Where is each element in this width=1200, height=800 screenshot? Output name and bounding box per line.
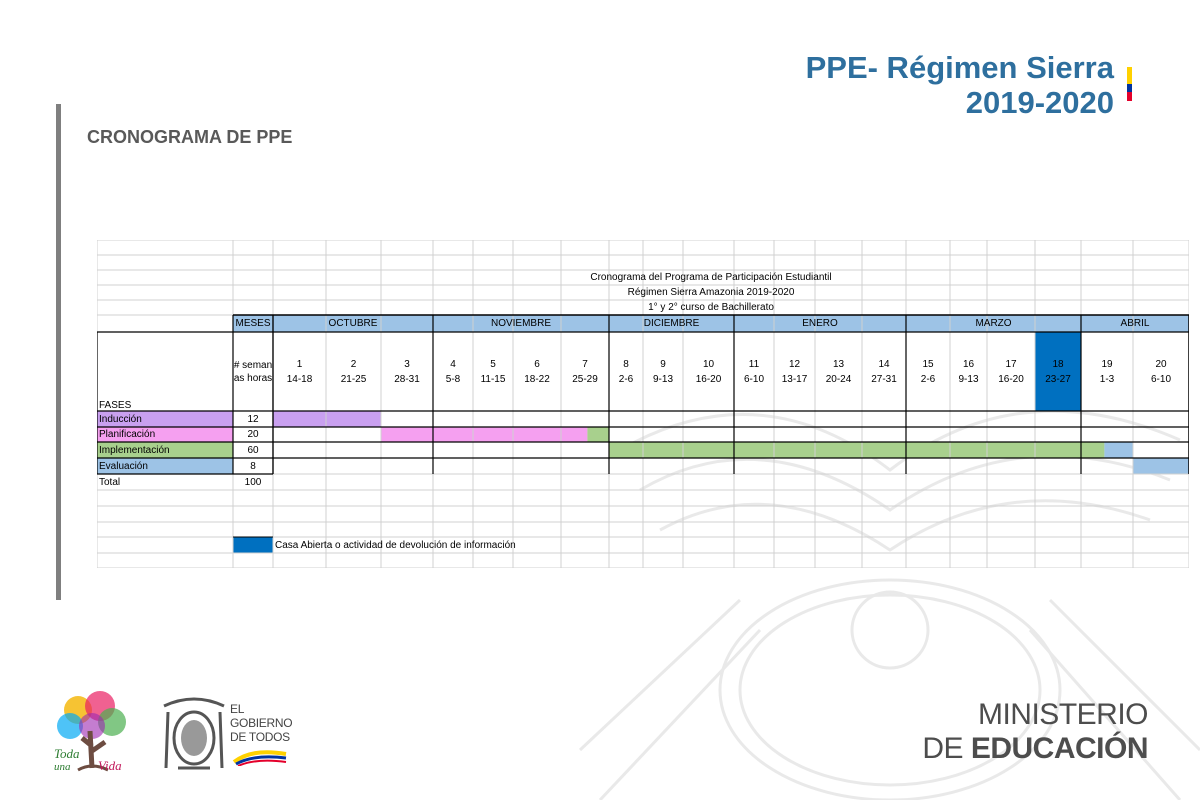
month-header: ENERO	[802, 318, 838, 329]
phase-hours: 12	[247, 413, 259, 425]
week-number: 2	[350, 358, 357, 370]
una-text: una	[54, 761, 71, 773]
week-number: 5	[490, 358, 496, 370]
gobierno-text	[230, 702, 292, 744]
week-dates: 16-20	[998, 373, 1024, 385]
week-header	[774, 332, 815, 411]
title-line-2: 2019-2020	[965, 85, 1114, 120]
week-header	[473, 332, 513, 411]
week-header	[815, 332, 862, 411]
week-number: 12	[788, 358, 801, 370]
schedule-spreadsheet	[97, 240, 1189, 568]
fases-header: FASES	[99, 400, 132, 411]
footer-logos	[0, 680, 1200, 800]
phase-hours: 60	[247, 444, 259, 456]
week-header	[987, 332, 1035, 411]
week-header	[326, 332, 381, 411]
week-number: 9	[660, 358, 666, 370]
week-header	[381, 332, 433, 411]
week-number: 1	[296, 358, 303, 370]
week-header	[1035, 332, 1081, 411]
week-number: 20	[1155, 358, 1167, 370]
gob-line-1: EL	[230, 702, 245, 716]
week-dates: 13-17	[781, 373, 808, 385]
sheet-title-3: 1° y 2° curso de Bachillerato	[648, 302, 774, 313]
sheet-title-2: Régimen Sierra Amazonia 2019-2020	[627, 287, 795, 298]
toda-text: Toda	[54, 746, 80, 761]
week-header	[609, 332, 643, 411]
week-dates: 9-13	[958, 373, 979, 385]
government-shield-icon	[158, 692, 230, 774]
toda-una-vida-logo	[50, 686, 135, 776]
week-header	[1133, 332, 1189, 411]
week-dates: 27-31	[871, 373, 897, 385]
week-dates: 14-18	[286, 373, 313, 385]
week-number: 14	[878, 358, 890, 370]
week-number: 11	[748, 358, 760, 370]
phase-name: Planificación	[99, 429, 156, 440]
week-dates: 2-6	[920, 373, 936, 385]
phase-name: Evaluación	[99, 460, 148, 472]
week-number: 8	[623, 358, 629, 370]
week-header	[862, 332, 906, 411]
page-title	[806, 50, 1114, 120]
phase-name: Implementación	[99, 444, 170, 456]
title-line-1: PPE- Régimen Sierra	[805, 50, 1114, 85]
week-dates: 9-13	[652, 373, 673, 385]
ministerio-line-1: MINISTERIO	[977, 698, 1148, 731]
week-number: 15	[922, 358, 934, 370]
gantt-bar	[273, 411, 381, 427]
legend-swatch	[233, 537, 273, 553]
ministerio-educacion: EDUCACIÓN	[970, 732, 1148, 765]
gob-line-2: GOBIERNO	[230, 716, 293, 730]
week-header	[561, 332, 609, 411]
month-header: OCTUBRE	[328, 318, 378, 329]
week-dates: 5-8	[445, 373, 461, 385]
week-number: 17	[1005, 358, 1017, 370]
ministerio-logo	[922, 698, 1148, 766]
week-dates: 6-10	[1150, 373, 1171, 385]
week-dates: 6-10	[743, 373, 764, 385]
month-header: MARZO	[975, 318, 1012, 329]
week-header	[643, 332, 683, 411]
section-subtitle: CRONOGRAMA DE PPE	[87, 127, 293, 147]
week-number: 19	[1101, 358, 1113, 370]
week-number: 6	[534, 358, 540, 370]
week-dates: 16-20	[695, 373, 722, 385]
gobierno-swoosh-icon	[232, 748, 288, 766]
gantt-bar	[1104, 442, 1133, 458]
total-hours: 100	[244, 476, 262, 488]
week-header	[433, 332, 473, 411]
phase-hours: 8	[250, 460, 256, 472]
month-header: ABRIL	[1120, 318, 1150, 329]
sheet-title-1: Cronograma del Programa de Participación Estudiantil	[590, 272, 832, 283]
week-number: 18	[1052, 358, 1064, 370]
week-number: 16	[962, 358, 975, 370]
week-dates: 28-31	[394, 373, 420, 385]
week-header	[906, 332, 950, 411]
ecuador-flag-icon	[1127, 67, 1132, 101]
gob-line-3: DE TODOS	[230, 730, 290, 744]
total-label: Total	[99, 476, 121, 488]
left-accent-bar	[56, 104, 61, 600]
week-number: 4	[450, 358, 456, 370]
semanas-header: # seman as horas	[233, 359, 273, 384]
gantt-bar	[1133, 458, 1189, 474]
week-dates: 25-29	[572, 373, 598, 385]
week-dates: 18-22	[524, 373, 550, 385]
week-number: 10	[702, 358, 715, 370]
week-header	[950, 332, 987, 411]
week-number: 13	[832, 358, 845, 370]
week-header	[1081, 332, 1133, 411]
week-dates: 23-27	[1045, 373, 1071, 385]
vida-text: Vida	[98, 758, 122, 773]
month-header: NOVIEMBRE	[490, 318, 551, 329]
week-header	[513, 332, 561, 411]
week-header	[734, 332, 774, 411]
week-dates: 2-6	[618, 373, 634, 385]
week-dates: 21-25	[340, 373, 367, 385]
week-dates: 20-24	[825, 373, 852, 385]
phase-hours: 20	[247, 429, 259, 440]
ministerio-de: DE	[922, 732, 971, 765]
week-header	[683, 332, 734, 411]
phase-name: Inducción	[99, 413, 142, 425]
week-number: 7	[582, 358, 588, 370]
gantt-bar	[587, 427, 609, 442]
week-header	[273, 332, 326, 411]
month-header: DICIEMBRE	[643, 318, 700, 329]
week-number: 3	[404, 358, 410, 370]
legend-text: Casa Abierta o actividad de devolución de información	[275, 539, 516, 551]
ministerio-line-2	[922, 732, 1148, 766]
week-dates: 1-3	[1099, 373, 1115, 385]
meses-header: MESES	[235, 318, 271, 329]
week-dates: 11-15	[480, 373, 506, 385]
